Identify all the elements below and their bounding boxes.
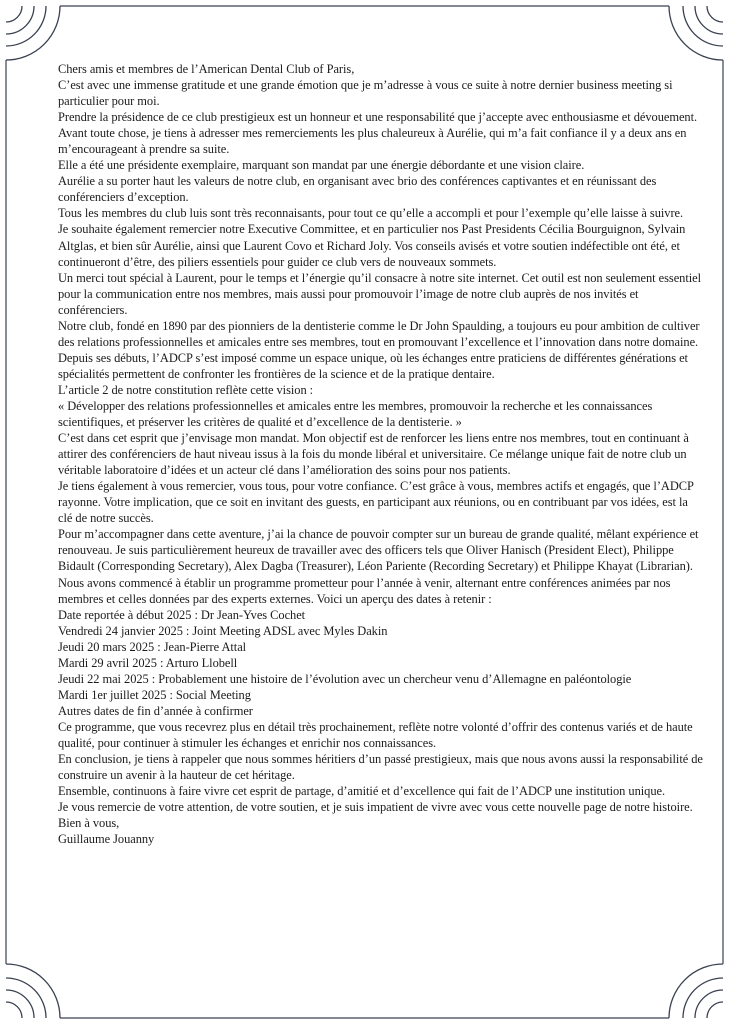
letter-body [58,61,704,847]
program-date-item: Jeudi 22 mai 2025 : Probablement une histoire de l’évolution avec un chercheur venu d’Allemagne en paléontologie [58,671,632,686]
letter-paragraph: Aurélie a su porter haut les valeurs de notre club, en organisant avec brio des conférences captivantes et en réunissant des conférenciers d’exception. [58,174,657,205]
program-date-item: Vendredi 24 janvier 2025 : Joint Meeting ADSL avec Myles Dakin [58,623,388,638]
letter-paragraph: Nous avons commencé à établir un programme prometteur pour l’année à venir, alternant entre conférences animées par nos membres et celles données par des experts externes. Voici un aperçu des dates à retenir : [58,575,671,606]
letter-paragraph: Depuis ses débuts, l’ADCP s’est imposé comme un espace unique, où les échanges entre praticiens de différentes générations et spécialités permettent de confronter les frontières de la science et de la pratique dentaire. [58,350,688,381]
letter-paragraph: Pour m’accompagner dans cette aventure, j’ai la chance de pouvoir compter sur un bureau de grande qualité, mêlant expérience et renouveau. Je suis particulièrement heureux de travailler avec des officers tels que Oliver Hanisch (President Elect), Philippe Bidault (Corresponding Secretary), Alex Dagba (Treasurer), Léon Pariente (Recording Secretary) et Philippe Khayat (Librarian). [58,527,699,574]
corner-arc-top-right [669,6,723,60]
letter-paragraph: Elle a été une présidente exemplaire, marquant son mandat par une énergie débordante et une vision claire. [58,158,585,173]
letter-paragraph: C’est dans cet esprit que j’envisage mon mandat. Mon objectif est de renforcer les liens entre nos membres, tout en continuant à attirer des conférenciers de haut niveau issus à la fois du monde libéral et universitaire. Ce mélange unique fait de notre club un véritable laboratoire d’idées et un acteur clé dans l’amélioration des soins pour nos patients. [58,431,689,478]
corner-arc-bottom-left [6,964,60,1018]
letter-paragraph: Ce programme, que vous recevrez plus en détail très prochainement, reflète notre volonté d’offrir des contenus variés et de haute qualité, pour continuer à stimuler les échanges et enrichir nos connaissances. [58,719,693,750]
letter-paragraph: C’est avec une immense gratitude et une grande émotion que je m’adresse à vous ce suite à notre dernier business meeting si particulier pour moi. [58,78,673,109]
letter-paragraph: Tous les membres du club luis sont très reconnaisants, pour tout ce qu’elle a accompli et pour l’exemple qu’elle laisse à suivre. [58,206,684,221]
letter-paragraph: Prendre la présidence de ce club prestigieux est un honneur et une responsabilité que j’accepte avec enthousiasme et dévouement. [58,110,698,125]
constitution-quote: « Développer des relations professionnelles et amicales entre les membres, promouvoir la recherche et les connaissances scientifiques, et préserver les critères de qualité et d’excellence de la dentisterie. » [58,398,653,430]
program-date-item: Autres dates de fin d’année à confirmer [58,703,253,718]
program-date-item: Jeudi 20 mars 2025 : Jean-Pierre Attal [58,639,247,654]
letter-closing: Bien à vous, [58,816,120,831]
corner-arc-top-left [6,6,60,60]
letter-paragraph: Notre club, fondé en 1890 par des pionniers de la dentisterie comme le Dr John Spaulding, a toujours eu pour ambition de cultiver des relations professionnelles et amicales entre ses membres, tout en promouvant l’excellence et l’innovation dans notre domaine. [58,318,700,349]
letter-paragraph: Je souhaite également remercier notre Executive Committee, et en particulier nos Past Presidents Cécilia Bourguignon, Sylvain Altglas, et bien sûr Aurélie, ainsi que Laurent Covo et Richard Joly. Vos conseils avisés et votre soutien indéfectible ont été, et continueront d’être, des piliers essentiels pour guider ce club vers de nouveaux sommets. [58,222,686,269]
program-date-item: Date reportée à début 2025 : Dr Jean-Yves Cochet [58,607,306,622]
letter-paragraph: Avant toute chose, je tiens à adresser mes remerciements les plus chaleureux à Aurélie, qui m’a fait confiance il y a deux ans en m’encourageant à prendre sa suite. [58,126,687,157]
letter-paragraph: Je vous remercie de votre attention, de votre soutien, et je suis impatient de vivre avec vous cette nouvelle page de notre histoire. [58,800,693,815]
letter-signature: Guillaume Jouanny [58,832,155,847]
letter-paragraph: Je tiens également à vous remercier, vous tous, pour votre confiance. C’est grâce à vous, membres actifs et engagés, que l’ADCP rayonne. Votre implication, que ce soit en invitant des guests, en participant aux réunions, ou en contribuant par vos idées, est la clé de notre succès. [58,479,694,526]
letter-paragraph: En conclusion, je tiens à rappeler que nous sommes héritiers d’un passé prestigieux, mais que nous avons aussi la responsabilité de construire un avenir à la hauteur de cet héritage. [58,752,703,783]
program-date-item: Mardi 1er juillet 2025 : Social Meeting [58,687,251,702]
program-date-item: Mardi 29 avril 2025 : Arturo Llobell [58,655,238,670]
letter-paragraph: Ensemble, continuons à faire vivre cet esprit de partage, d’amitié et d’excellence qui fait de l’ADCP une institution unique. [58,784,666,799]
letter-paragraph: Un merci tout spécial à Laurent, pour le temps et l’énergie qu’il consacre à notre site internet. Cet outil est non seulement essentiel pour la communication entre nos membres, mais aussi pour promouvoir l’image de notre club auprès de nos invités et conférenciers. [58,270,702,317]
letter-paragraph: Chers amis et membres de l’American Dental Club of Paris, [58,62,355,76]
corner-arc-bottom-right [669,964,723,1018]
letter-paragraph: L’article 2 de notre constitution reflète cette vision : [58,382,314,397]
